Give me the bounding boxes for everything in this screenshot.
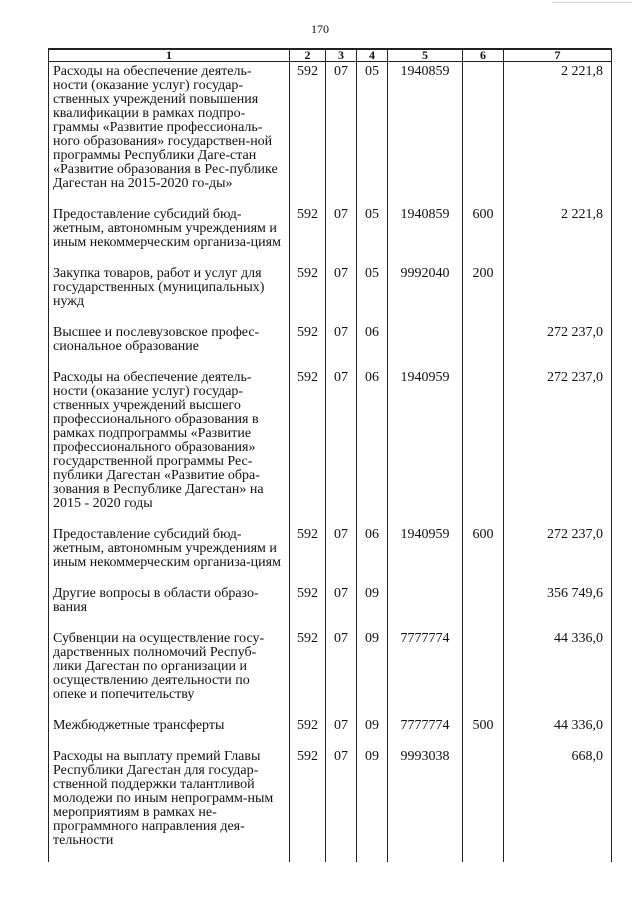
cell-subsection: 05 <box>357 62 388 206</box>
table-row <box>49 62 612 206</box>
cell-subsection: 09 <box>357 629 388 716</box>
cell-ministry-code: 592 <box>290 584 326 629</box>
cell-expense-type <box>463 629 504 716</box>
cell-section: 07 <box>326 716 357 747</box>
cell-subsection: 06 <box>357 323 388 368</box>
cell-target-article: 1940859 <box>388 62 463 206</box>
cell-name: Другие вопросы в области образо-вания <box>49 584 290 629</box>
cell-name: Расходы на выплату премий Главы Республики Дагестан для государ-ственной поддержки талантливой молодежи по иным непрограмм-ным мероприятиям в рамках не-программного направления дея-тельности <box>49 747 290 862</box>
cell-subsection: 09 <box>357 716 388 747</box>
cell-amount: 272 237,0 <box>504 525 612 584</box>
cell-target-article: 1940959 <box>388 525 463 584</box>
cell-target-article <box>388 323 463 368</box>
cell-name: Субвенции на осуществление госу-дарственных полномочий Респуб-лики Дагестан по организации и осуществлению деятельности по опеке и попечительству <box>49 629 290 716</box>
cell-section: 07 <box>326 368 357 525</box>
cell-section: 07 <box>326 525 357 584</box>
cell-subsection: 06 <box>357 368 388 525</box>
cell-amount: 2 221,8 <box>504 205 612 264</box>
cell-ministry-code: 592 <box>290 205 326 264</box>
cell-name: Межбюджетные трансферты <box>49 716 290 747</box>
cell-subsection: 05 <box>357 205 388 264</box>
cell-ministry-code: 592 <box>290 264 326 323</box>
column-header: 7 <box>504 49 612 62</box>
cell-name: Закупка товаров, работ и услуг для государственных (муниципальных) нужд <box>49 264 290 323</box>
cell-expense-type <box>463 62 504 206</box>
cell-expense-type: 500 <box>463 716 504 747</box>
cell-amount: 272 237,0 <box>504 368 612 525</box>
column-header: 2 <box>290 49 326 62</box>
cell-target-article: 9993038 <box>388 747 463 862</box>
cell-section: 07 <box>326 584 357 629</box>
cell-subsection: 06 <box>357 525 388 584</box>
cell-ministry-code: 592 <box>290 629 326 716</box>
table-body <box>49 62 612 863</box>
cell-amount: 2 221,8 <box>504 62 612 206</box>
cell-section: 07 <box>326 264 357 323</box>
cell-name: Высшее и послевузовское профес-сиональное образование <box>49 323 290 368</box>
table-row <box>49 205 612 264</box>
cell-target-article: 1940959 <box>388 368 463 525</box>
cell-section: 07 <box>326 323 357 368</box>
table-header-row <box>49 49 612 62</box>
cell-expense-type: 600 <box>463 525 504 584</box>
cell-section: 07 <box>326 629 357 716</box>
cell-amount: 272 237,0 <box>504 323 612 368</box>
cell-ministry-code: 592 <box>290 323 326 368</box>
scan-artifact-line <box>552 2 632 3</box>
cell-amount <box>504 264 612 323</box>
cell-expense-type <box>463 584 504 629</box>
cell-target-article: 1940859 <box>388 205 463 264</box>
cell-expense-type: 200 <box>463 264 504 323</box>
column-header: 3 <box>326 49 357 62</box>
cell-expense-type <box>463 323 504 368</box>
cell-amount: 356 749,6 <box>504 584 612 629</box>
cell-ministry-code: 592 <box>290 747 326 862</box>
column-header: 6 <box>463 49 504 62</box>
cell-subsection: 05 <box>357 264 388 323</box>
cell-target-article: 7777774 <box>388 629 463 716</box>
cell-section: 07 <box>326 205 357 264</box>
table-row <box>49 629 612 716</box>
table-row <box>49 264 612 323</box>
cell-name: Предоставление субсидий бюд-жетным, автономным учреждениям и иным некоммерческим организа-циям <box>49 525 290 584</box>
table-row <box>49 368 612 525</box>
cell-ministry-code: 592 <box>290 716 326 747</box>
cell-section: 07 <box>326 62 357 206</box>
cell-section: 07 <box>326 747 357 862</box>
cell-name: Предоставление субсидий бюд-жетным, автономным учреждениям и иным некоммерческим организа-циям <box>49 205 290 264</box>
budget-table <box>48 48 612 862</box>
table-row <box>49 716 612 747</box>
cell-amount: 44 336,0 <box>504 629 612 716</box>
cell-expense-type: 600 <box>463 205 504 264</box>
cell-name: Расходы на обеспечение деятель-ности (оказание услуг) государ-ственных учреждений повышения квалификации в рамках подпро-граммы «Развитие профессиональ-ного образования» государствен-ной программы Республики Даге-стан «Развитие образования в Рес-публике Дагестан на 2015-2020 го-ды» <box>49 62 290 206</box>
cell-target-article <box>388 584 463 629</box>
cell-name: Расходы на обеспечение деятель-ности (оказание услуг) государ-ственных учреждений высшего профессионального образования в рамках подпрограммы «Развитие профессионального образования» государственной программы Рес-публики Дагестан «Развитие обра-зования в Республике Дагестан» на 2015 - 2020 годы <box>49 368 290 525</box>
page-number: 170 <box>311 22 329 36</box>
cell-target-article: 7777774 <box>388 716 463 747</box>
column-header: 1 <box>49 49 290 62</box>
table-row <box>49 584 612 629</box>
column-header: 5 <box>388 49 463 62</box>
cell-expense-type <box>463 747 504 862</box>
cell-ministry-code: 592 <box>290 62 326 206</box>
cell-subsection: 09 <box>357 747 388 862</box>
cell-ministry-code: 592 <box>290 368 326 525</box>
cell-target-article: 9992040 <box>388 264 463 323</box>
column-header: 4 <box>357 49 388 62</box>
table-row <box>49 323 612 368</box>
table-row <box>49 525 612 584</box>
table-row <box>49 747 612 862</box>
cell-amount: 44 336,0 <box>504 716 612 747</box>
cell-ministry-code: 592 <box>290 525 326 584</box>
cell-subsection: 09 <box>357 584 388 629</box>
cell-amount: 668,0 <box>504 747 612 862</box>
cell-expense-type <box>463 368 504 525</box>
